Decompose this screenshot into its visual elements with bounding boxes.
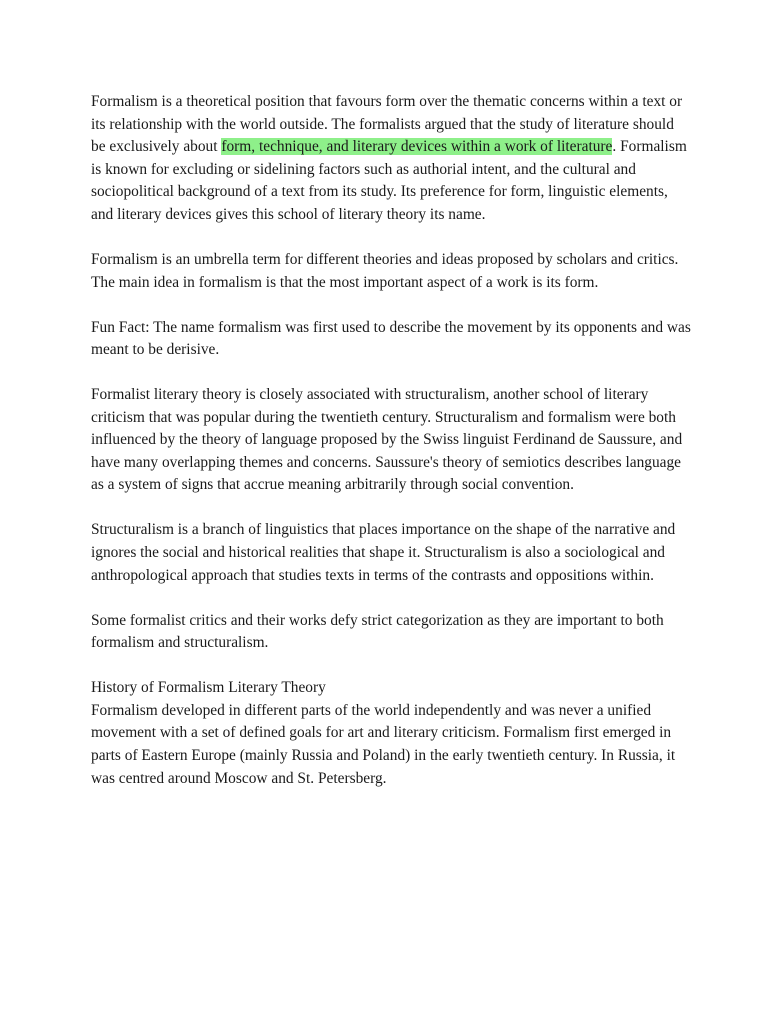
paragraph-text: Formalism is a theoretical position that favours form over the thematic concerns within a text or its relationship with the world outside. The formalists argued that the study of literature should be exclusively about [91, 93, 683, 156]
paragraph-umbrella-term: Formalism is an umbrella term for different theories and ideas proposed by scholars and critics. The main idea in formalism is that the most important aspect of a work is its form. [91, 250, 679, 291]
section-heading: History of Formalism Literary Theory [91, 679, 326, 697]
paragraph-categorization: Some formalist critics and their works defy strict categorization as they are important to both formalism and structuralism. [91, 611, 664, 652]
paragraph-structuralism-definition: Structuralism is a branch of linguistics that places importance on the shape of the narrative and ignores the social and historical realities that shape it. Structuralism is also a sociological and anthropological approach that studies texts in terms of the contrasts and oppositions within. [91, 521, 676, 584]
paragraph-fun-fact: Fun Fact: The name formalism was first used to describe the movement by its opponents and was meant to be derisive. [91, 318, 691, 359]
document-page [91, 91, 691, 813]
paragraph-structuralism-association: Formalist literary theory is closely associated with structuralism, another school of literary criticism that was popular during the twentieth century. Structuralism and formalism were both influenced by the theory of language proposed by the Swiss linguist Ferdinand de Saussure, and have many overlapping themes and concerns. Saussure's theory of semiotics describes language as a system of signs that accrue meaning arbitrarily through social convention. [91, 386, 683, 494]
highlighted-text: form, technique, and literary devices within a work of literature [221, 138, 613, 156]
paragraph-text: . Formalism is known for excluding or sidelining factors such as authorial intent, and the cultural and sociopolitical background of a text from its study. Its preference for form, linguistic elements, and literary devices gives this school of literary theory its name. [91, 138, 687, 223]
paragraph-history: Formalism developed in different parts of the world independently and was never a unified movement with a set of defined goals for art and literary criticism. Formalism first emerged in parts of Eastern Europe (mainly Russia and Poland) in the early twentieth century. In Russia, it was centred around Moscow and St. Petersberg. [91, 701, 676, 787]
paragraph-formalism-definition [91, 91, 691, 227]
